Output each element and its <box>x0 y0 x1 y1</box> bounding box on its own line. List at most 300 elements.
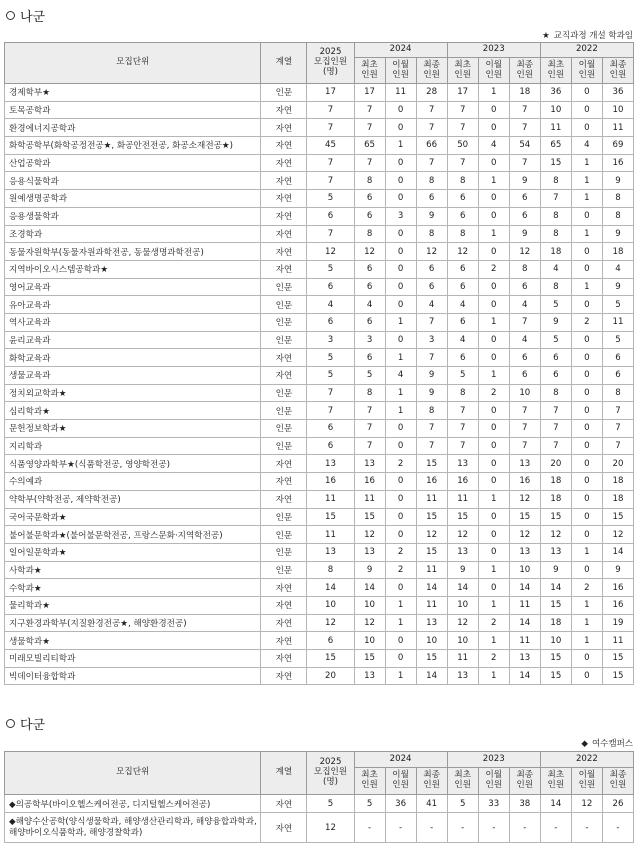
value-cell: 9 <box>540 313 571 331</box>
field-cell: 자연 <box>261 349 307 367</box>
field-cell: 자연 <box>261 190 307 208</box>
value-cell: 16 <box>354 473 385 491</box>
unit-name-cell: 미래모빌리티학과 <box>5 650 261 668</box>
value-cell: 12 <box>509 490 540 508</box>
value-cell: 7 <box>416 101 447 119</box>
value-cell: 1 <box>571 596 602 614</box>
value-cell: - <box>447 813 478 843</box>
unit-name-cell: 사학과★ <box>5 561 261 579</box>
value-cell: 1 <box>385 614 416 632</box>
value-cell: 1 <box>571 614 602 632</box>
value-cell: 1 <box>385 667 416 685</box>
value-cell: 6 <box>602 367 633 385</box>
value-cell: 33 <box>478 795 509 813</box>
table-row <box>5 667 634 685</box>
unit-name-cell: 화학공학부(화학공정전공★, 화공안전전공, 화공소재전공★) <box>5 137 261 155</box>
value-cell: 0 <box>571 455 602 473</box>
value-cell: 0 <box>478 243 509 261</box>
header-sub: 이월 인원 <box>385 58 416 84</box>
value-cell: 3 <box>416 331 447 349</box>
table-row <box>5 367 634 385</box>
value-cell: 5 <box>540 331 571 349</box>
header-sub: 최초 인원 <box>447 768 478 795</box>
table-row <box>5 154 634 172</box>
value-cell: 26 <box>602 795 633 813</box>
value-cell: 13 <box>354 543 385 561</box>
value-cell: 1 <box>571 543 602 561</box>
table-row <box>5 402 634 420</box>
value-cell: 17 <box>354 84 385 102</box>
unit-name-cell: 정치외교학과★ <box>5 384 261 402</box>
value-cell: 0 <box>571 473 602 491</box>
value-cell: 0 <box>571 84 602 102</box>
value-cell: 1 <box>571 190 602 208</box>
value-cell: 1 <box>385 402 416 420</box>
table-row <box>5 596 634 614</box>
field-cell: 인문 <box>261 543 307 561</box>
plan-2025-cell: 11 <box>307 490 354 508</box>
value-cell: - <box>509 813 540 843</box>
value-cell: 0 <box>571 561 602 579</box>
value-cell: 7 <box>447 101 478 119</box>
value-cell: 7 <box>447 119 478 137</box>
value-cell: 14 <box>354 579 385 597</box>
value-cell: 13 <box>509 650 540 668</box>
unit-name-cell: 지리학과 <box>5 437 261 455</box>
field-cell: 인문 <box>261 402 307 420</box>
value-cell: 15 <box>354 650 385 668</box>
table-row <box>5 384 634 402</box>
value-cell: 0 <box>571 207 602 225</box>
unit-name-cell: 유아교육과 <box>5 296 261 314</box>
value-cell: 18 <box>509 84 540 102</box>
header-year: 2024 <box>354 752 447 768</box>
section-1-note <box>542 29 633 41</box>
value-cell: 16 <box>602 596 633 614</box>
value-cell: 6 <box>540 349 571 367</box>
value-cell: 11 <box>602 119 633 137</box>
value-cell: 11 <box>602 632 633 650</box>
value-cell: 1 <box>571 225 602 243</box>
header-year: 2022 <box>540 43 633 58</box>
value-cell: 8 <box>540 384 571 402</box>
value-cell: 0 <box>385 579 416 597</box>
header-sub: 최초 인원 <box>447 58 478 84</box>
value-cell: 8 <box>540 278 571 296</box>
value-cell: 38 <box>509 795 540 813</box>
value-cell: 36 <box>602 84 633 102</box>
value-cell: 4 <box>571 137 602 155</box>
table-row <box>5 243 634 261</box>
value-cell: 0 <box>571 243 602 261</box>
value-cell: 2 <box>385 561 416 579</box>
value-cell: 0 <box>478 437 509 455</box>
header-sub: 이월 인원 <box>385 768 416 795</box>
value-cell: 7 <box>416 313 447 331</box>
value-cell: 4 <box>416 296 447 314</box>
section-1-note-text: 교직과정 개설 학과임 <box>553 31 633 41</box>
value-cell: 15 <box>540 667 571 685</box>
value-cell: 2 <box>385 455 416 473</box>
table-row <box>5 225 634 243</box>
value-cell: 0 <box>385 490 416 508</box>
value-cell: 11 <box>416 561 447 579</box>
value-cell: 9 <box>354 561 385 579</box>
value-cell: 13 <box>509 455 540 473</box>
value-cell: 5 <box>602 296 633 314</box>
value-cell: 19 <box>602 614 633 632</box>
header-sub: 이월 인원 <box>571 768 602 795</box>
value-cell: 1 <box>478 490 509 508</box>
unit-name-cell: 수의예과 <box>5 473 261 491</box>
value-cell: 0 <box>571 667 602 685</box>
field-cell: 인문 <box>261 296 307 314</box>
value-cell: 0 <box>478 119 509 137</box>
value-cell: 0 <box>478 526 509 544</box>
unit-name-cell: 환경에너지공학과 <box>5 119 261 137</box>
value-cell: 4 <box>447 296 478 314</box>
value-cell: 0 <box>571 490 602 508</box>
value-cell: 10 <box>447 596 478 614</box>
table-row <box>5 650 634 668</box>
unit-name-cell: 수학과★ <box>5 579 261 597</box>
unit-name-cell: 생물교육과 <box>5 367 261 385</box>
value-cell: 1 <box>478 632 509 650</box>
plan-2025-cell: 7 <box>307 172 354 190</box>
value-cell: 18 <box>602 490 633 508</box>
value-cell: 0 <box>385 473 416 491</box>
plan-2025-cell: 7 <box>307 225 354 243</box>
table-row <box>5 632 634 650</box>
plan-2025-cell: 5 <box>307 260 354 278</box>
header-plan-2025: 2025 모집인원 (명) <box>307 43 354 84</box>
value-cell: 0 <box>385 225 416 243</box>
value-cell: 0 <box>478 278 509 296</box>
table-row <box>5 508 634 526</box>
value-cell: 8 <box>447 225 478 243</box>
table-row <box>5 101 634 119</box>
value-cell: 7 <box>416 349 447 367</box>
value-cell: 2 <box>478 260 509 278</box>
header-plan-2025: 2025 모집인원 (명) <box>307 752 354 795</box>
section-1-title-text: 나군 <box>20 10 46 25</box>
value-cell: 1 <box>571 172 602 190</box>
value-cell: 6 <box>509 278 540 296</box>
value-cell: 12 <box>354 243 385 261</box>
value-cell: 7 <box>540 420 571 438</box>
value-cell: 9 <box>416 367 447 385</box>
field-cell: 자연 <box>261 207 307 225</box>
value-cell: 6 <box>509 190 540 208</box>
value-cell: 10 <box>416 632 447 650</box>
value-cell: 0 <box>571 508 602 526</box>
value-cell: 14 <box>447 579 478 597</box>
value-cell: 15 <box>354 508 385 526</box>
field-cell: 인문 <box>261 331 307 349</box>
value-cell: 20 <box>602 455 633 473</box>
value-cell: 41 <box>416 795 447 813</box>
value-cell: 11 <box>602 313 633 331</box>
value-cell: - <box>385 813 416 843</box>
header-field: 계열 <box>261 43 307 84</box>
field-cell: 자연 <box>261 596 307 614</box>
value-cell: 6 <box>354 278 385 296</box>
value-cell: 11 <box>416 490 447 508</box>
plan-2025-cell: 16 <box>307 473 354 491</box>
value-cell: 8 <box>540 207 571 225</box>
value-cell: 0 <box>478 154 509 172</box>
value-cell: 66 <box>416 137 447 155</box>
value-cell: 12 <box>447 614 478 632</box>
value-cell: 7 <box>416 119 447 137</box>
value-cell: 0 <box>571 402 602 420</box>
value-cell: 6 <box>447 313 478 331</box>
value-cell: 8 <box>602 207 633 225</box>
value-cell: 7 <box>602 402 633 420</box>
value-cell: 54 <box>509 137 540 155</box>
value-cell: 8 <box>602 190 633 208</box>
value-cell: 18 <box>540 243 571 261</box>
unit-name-cell: 불어불문학과★(불어불문학전공, 프랑스문화·지역학전공) <box>5 526 261 544</box>
value-cell: 0 <box>385 243 416 261</box>
table-row <box>5 561 634 579</box>
value-cell: 14 <box>509 667 540 685</box>
value-cell: 65 <box>540 137 571 155</box>
value-cell: 9 <box>540 561 571 579</box>
value-cell: 13 <box>540 543 571 561</box>
value-cell: 0 <box>385 296 416 314</box>
value-cell: 9 <box>509 225 540 243</box>
star-icon: ★ <box>542 31 550 41</box>
value-cell: 12 <box>571 795 602 813</box>
value-cell: 15 <box>416 508 447 526</box>
unit-name-cell: 윤리교육과 <box>5 331 261 349</box>
value-cell: 0 <box>478 101 509 119</box>
value-cell: 6 <box>447 260 478 278</box>
value-cell: 9 <box>416 207 447 225</box>
header-sub: 최초 인원 <box>354 768 385 795</box>
value-cell: 13 <box>447 455 478 473</box>
value-cell: 11 <box>447 490 478 508</box>
value-cell: 8 <box>447 384 478 402</box>
value-cell: 4 <box>540 260 571 278</box>
value-cell: 18 <box>540 614 571 632</box>
value-cell: 8 <box>354 225 385 243</box>
value-cell: 7 <box>354 420 385 438</box>
value-cell: 6 <box>447 349 478 367</box>
value-cell: - <box>602 813 633 843</box>
value-cell: 11 <box>540 119 571 137</box>
value-cell: 0 <box>478 420 509 438</box>
value-cell: 4 <box>354 296 385 314</box>
value-cell: 8 <box>416 225 447 243</box>
value-cell: 4 <box>478 137 509 155</box>
value-cell: 1 <box>385 384 416 402</box>
table-row <box>5 795 634 813</box>
value-cell: 14 <box>602 543 633 561</box>
table-row <box>5 313 634 331</box>
header-row-years <box>5 752 634 768</box>
value-cell: - <box>540 813 571 843</box>
value-cell: 2 <box>478 650 509 668</box>
value-cell: 10 <box>354 596 385 614</box>
value-cell: 4 <box>385 367 416 385</box>
value-cell: 1 <box>478 313 509 331</box>
plan-2025-cell: 14 <box>307 579 354 597</box>
unit-name-cell: 화학교육과 <box>5 349 261 367</box>
value-cell: 0 <box>385 420 416 438</box>
plan-2025-cell: 7 <box>307 402 354 420</box>
plan-2025-cell: 12 <box>307 614 354 632</box>
table-row <box>5 526 634 544</box>
value-cell: 14 <box>509 614 540 632</box>
header-sub: 이월 인원 <box>478 58 509 84</box>
value-cell: 0 <box>385 101 416 119</box>
unit-name-cell: 지역바이오시스템공학과★ <box>5 260 261 278</box>
value-cell: 4 <box>602 260 633 278</box>
value-cell: 7 <box>354 154 385 172</box>
section-2-title <box>6 714 45 733</box>
value-cell: 10 <box>509 384 540 402</box>
value-cell: 7 <box>354 119 385 137</box>
value-cell: 11 <box>416 596 447 614</box>
value-cell: 6 <box>354 349 385 367</box>
unit-name-cell: 토목공학과 <box>5 101 261 119</box>
value-cell: 15 <box>540 596 571 614</box>
plan-2025-cell: 6 <box>307 207 354 225</box>
value-cell: 8 <box>354 384 385 402</box>
unit-name-cell: 원예생명공학과 <box>5 190 261 208</box>
table-row <box>5 455 634 473</box>
plan-2025-cell: 7 <box>307 119 354 137</box>
plan-2025-cell: 5 <box>307 795 354 813</box>
unit-name-cell: 식품영양과학부★(식품학전공, 영양학전공) <box>5 455 261 473</box>
value-cell: 0 <box>571 367 602 385</box>
value-cell: 0 <box>478 455 509 473</box>
value-cell: 0 <box>385 119 416 137</box>
table-row <box>5 172 634 190</box>
field-cell: 자연 <box>261 225 307 243</box>
field-cell: 자연 <box>261 367 307 385</box>
admission-table-da <box>4 751 634 843</box>
table-row <box>5 349 634 367</box>
table-row <box>5 420 634 438</box>
field-cell: 인문 <box>261 84 307 102</box>
value-cell: 0 <box>571 420 602 438</box>
value-cell: 0 <box>385 190 416 208</box>
header-sub: 최초 인원 <box>540 58 571 84</box>
value-cell: 0 <box>571 101 602 119</box>
unit-name-cell: 국어국문학과★ <box>5 508 261 526</box>
field-cell: 자연 <box>261 119 307 137</box>
circle-bullet-icon <box>6 719 15 728</box>
value-cell: 2 <box>478 384 509 402</box>
value-cell: 0 <box>385 526 416 544</box>
unit-name-cell: 약학부(약학전공, 제약학전공) <box>5 490 261 508</box>
value-cell: 0 <box>478 207 509 225</box>
value-cell: 0 <box>478 473 509 491</box>
plan-2025-cell: 10 <box>307 596 354 614</box>
value-cell: 0 <box>478 349 509 367</box>
unit-name-cell: 문헌정보학과★ <box>5 420 261 438</box>
value-cell: 11 <box>385 84 416 102</box>
value-cell: 10 <box>602 101 633 119</box>
value-cell: - <box>571 813 602 843</box>
value-cell: 50 <box>447 137 478 155</box>
value-cell: 0 <box>385 331 416 349</box>
value-cell: 10 <box>447 632 478 650</box>
value-cell: 8 <box>540 225 571 243</box>
value-cell: 65 <box>354 137 385 155</box>
plan-2025-cell: 6 <box>307 313 354 331</box>
value-cell: 6 <box>447 207 478 225</box>
header-year: 2022 <box>540 752 633 768</box>
plan-2025-cell: 6 <box>307 437 354 455</box>
table-row <box>5 437 634 455</box>
value-cell: 12 <box>416 243 447 261</box>
value-cell: 0 <box>478 331 509 349</box>
value-cell: 16 <box>509 473 540 491</box>
value-cell: 7 <box>416 420 447 438</box>
plan-2025-cell: 5 <box>307 367 354 385</box>
table-row <box>5 543 634 561</box>
value-cell: 1 <box>385 137 416 155</box>
value-cell: 15 <box>416 650 447 668</box>
value-cell: 7 <box>354 402 385 420</box>
value-cell: 13 <box>447 667 478 685</box>
header-sub: 이월 인원 <box>478 768 509 795</box>
value-cell: 0 <box>571 526 602 544</box>
field-cell: 인문 <box>261 278 307 296</box>
value-cell: 12 <box>447 526 478 544</box>
header-sub: 최종 인원 <box>602 58 633 84</box>
field-cell: 인문 <box>261 526 307 544</box>
value-cell: 7 <box>540 437 571 455</box>
unit-name-cell: 빅데이터융합학과 <box>5 667 261 685</box>
plan-2025-cell: 5 <box>307 190 354 208</box>
value-cell: 6 <box>509 349 540 367</box>
field-cell: 자연 <box>261 490 307 508</box>
plan-2025-cell: 7 <box>307 101 354 119</box>
field-cell: 자연 <box>261 473 307 491</box>
plan-2025-cell: 45 <box>307 137 354 155</box>
value-cell: 6 <box>354 190 385 208</box>
value-cell: 0 <box>478 508 509 526</box>
value-cell: 6 <box>354 207 385 225</box>
plan-2025-cell: 6 <box>307 420 354 438</box>
field-cell: 자연 <box>261 579 307 597</box>
value-cell: 6 <box>354 313 385 331</box>
value-cell: 7 <box>354 101 385 119</box>
diamond-icon: ◆ <box>581 739 588 749</box>
value-cell: 1 <box>478 561 509 579</box>
value-cell: 7 <box>602 420 633 438</box>
field-cell: 자연 <box>261 101 307 119</box>
plan-2025-cell: 12 <box>307 243 354 261</box>
value-cell: 15 <box>602 667 633 685</box>
plan-2025-cell: 3 <box>307 331 354 349</box>
value-cell: 7 <box>416 154 447 172</box>
plan-2025-cell: 7 <box>307 384 354 402</box>
value-cell: 6 <box>416 260 447 278</box>
unit-name-cell: 산업공학과 <box>5 154 261 172</box>
value-cell: 9 <box>602 561 633 579</box>
value-cell: 8 <box>602 384 633 402</box>
value-cell: - <box>478 813 509 843</box>
value-cell: 0 <box>571 384 602 402</box>
header-unit: 모집단위 <box>5 752 261 795</box>
value-cell: 36 <box>385 795 416 813</box>
